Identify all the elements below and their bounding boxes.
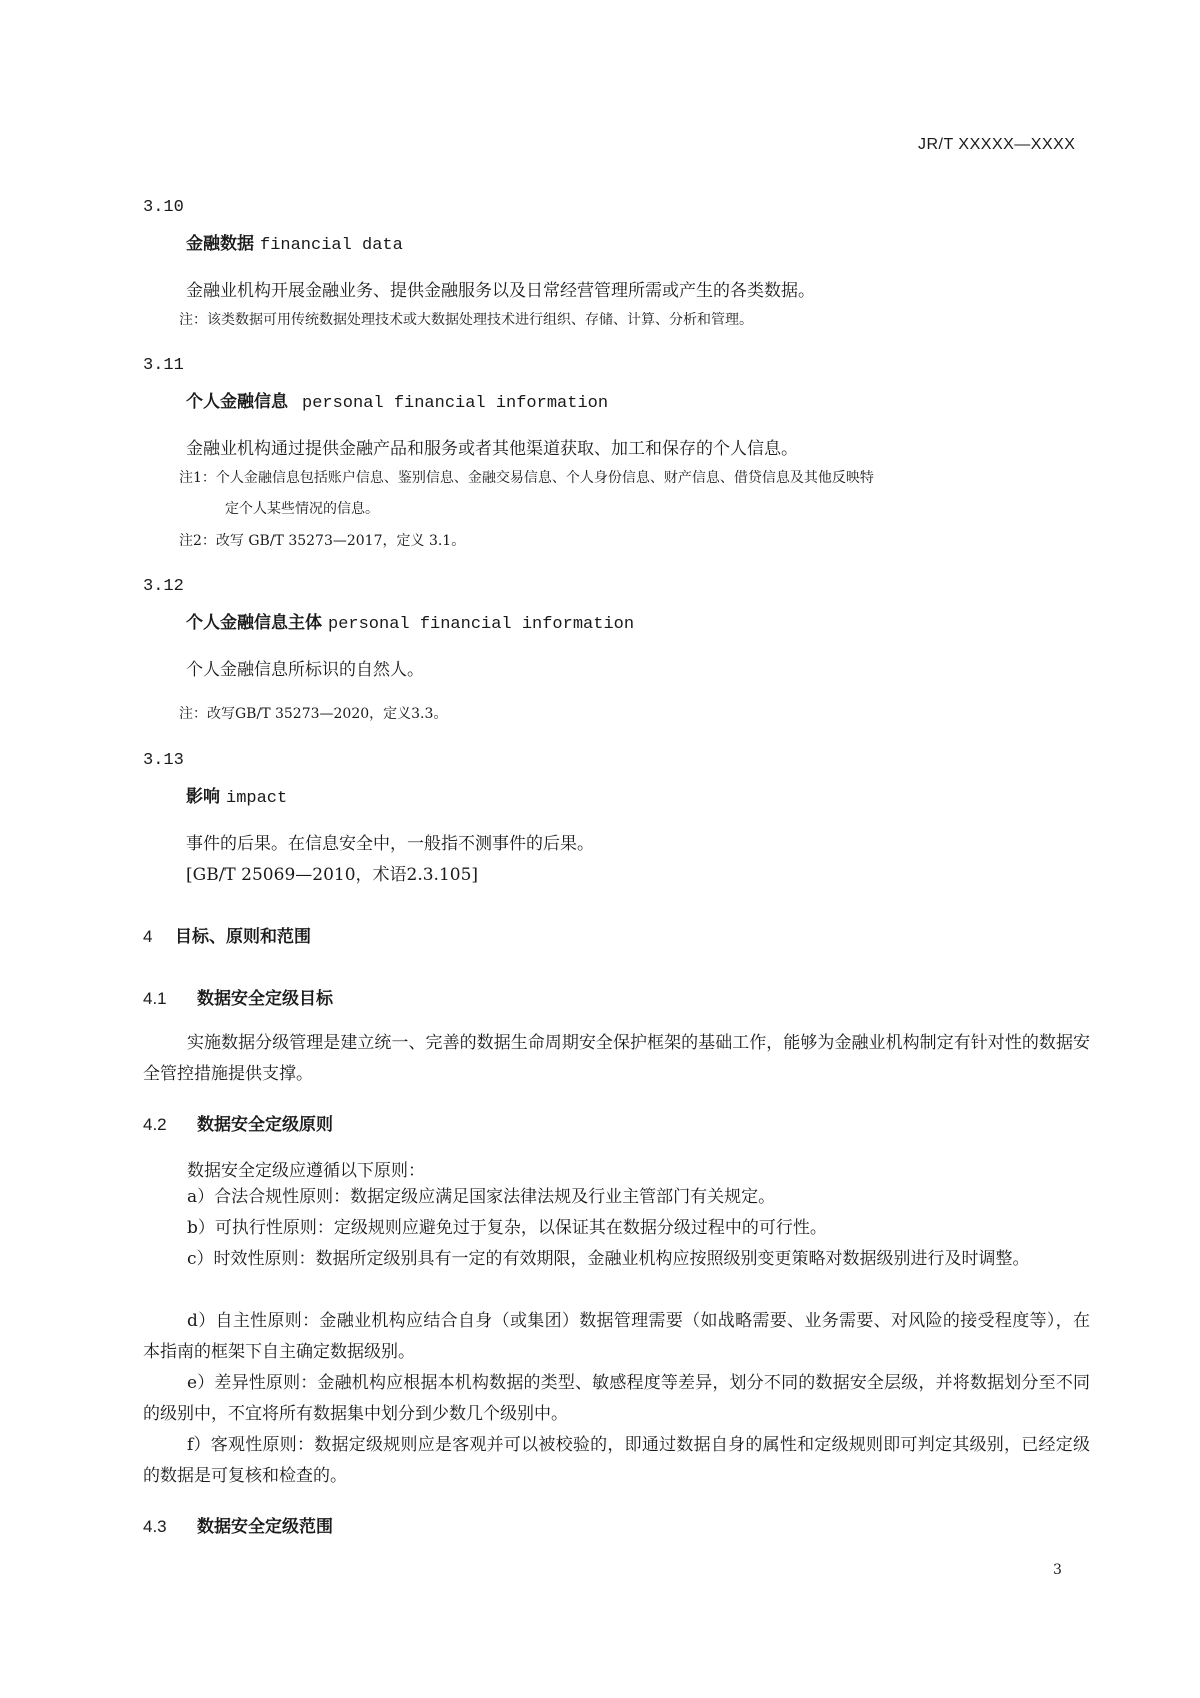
term-zh: 影响: [186, 787, 220, 807]
term-note: 注1：个人金融信息包括账户信息、鉴别信息、金融交易信息、个人身份信息、财产信息、借贷信息及其他反映特: [179, 470, 874, 486]
section-title: 数据安全定级原则: [197, 1115, 333, 1135]
principles-intro: 数据安全定级应遵循以下原则：: [187, 1161, 425, 1181]
principle-item-b: b）可执行性原则：定级规则应避免过于复杂，以保证其在数据分级过程中的可行性。: [187, 1218, 827, 1238]
term-note: 注2：改写 GB/T 35273—2017，定义 3.1。: [179, 533, 466, 549]
term-zh: 金融数据: [186, 234, 254, 254]
term-number: 3.11: [143, 356, 184, 375]
principle-item-c: c）时效性原则：数据所定级别具有一定的有效期限，金融业机构应按照级别变更策略对数据级别进行及时调整。: [187, 1249, 1030, 1269]
term-heading: [186, 229, 403, 255]
section-title: 数据安全定级范围: [197, 1517, 333, 1537]
term-en: financial data: [260, 236, 403, 255]
section-number: 4.3: [143, 1517, 167, 1536]
term-definition: 事件的后果。在信息安全中，一般指不测事件的后果。: [186, 834, 594, 854]
page-number: 3: [1053, 1562, 1062, 1578]
term-number: 3.10: [143, 198, 184, 217]
section-title: 数据安全定级目标: [197, 989, 333, 1009]
term-en: personal financial information: [302, 394, 609, 413]
term-definition: 金融业机构开展金融业务、提供金融服务以及日常经营管理所需或产生的各类数据。: [186, 281, 815, 301]
term-number: 3.13: [143, 751, 184, 770]
term-heading: [186, 782, 287, 808]
term-source: [GB/T 25069—2010，术语2.3.105]: [186, 865, 479, 885]
section-heading: [143, 1110, 333, 1135]
section-heading: [143, 1512, 333, 1537]
principle-item-a: a）合法合规性原则：数据定级应满足国家法律法规及行业主管部门有关规定。: [187, 1187, 776, 1207]
chapter-heading: [143, 922, 311, 947]
term-heading: [186, 608, 634, 634]
term-en: personal financial information: [328, 615, 635, 634]
term-zh: 个人金融信息: [186, 392, 288, 412]
term-note: 注：改写GB/T 35273—2020，定义3.3。: [179, 706, 448, 722]
term-heading: [186, 387, 608, 413]
section-number: 4.2: [143, 1115, 167, 1134]
term-note-continued: 定个人某些情况的信息。: [225, 501, 379, 517]
section-number: 4.1: [143, 989, 167, 1008]
term-number: 3.12: [143, 577, 184, 596]
principle-item-f: f）客观性原则：数据定级规则应是客观并可以被校验的，即通过数据自身的属性和定级规则即可判定其级别，已经定级的数据是可复核和检查的。: [143, 1435, 1090, 1486]
term-definition: 金融业机构通过提供金融产品和服务或者其他渠道获取、加工和保存的个人信息。: [186, 439, 798, 459]
term-en: impact: [226, 789, 288, 808]
term-definition: 个人金融信息所标识的自然人。: [186, 660, 424, 680]
document-code: JR/T XXXXX—XXXX: [918, 136, 1076, 153]
chapter-title: 目标、原则和范围: [175, 927, 311, 947]
chapter-number: 4: [143, 927, 153, 946]
section-heading: [143, 984, 333, 1009]
principle-item-e: e）差异性原则：金融机构应根据本机构数据的类型、敏感程度等差异，划分不同的数据安全层级，并将数据划分至不同的级别中，不宜将所有数据集中划分到少数几个级别中。: [143, 1373, 1090, 1424]
section-paragraph: 实施数据分级管理是建立统一、完善的数据生命周期安全保护框架的基础工作，能够为金融业机构制定有针对性的数据安全管控措施提供支撑。: [143, 1033, 1090, 1084]
principle-item-d: d）自主性原则：金融业机构应结合自身（或集团）数据管理需要（如战略需要、业务需要、对风险的接受程度等），在本指南的框架下自主确定数据级别。: [143, 1311, 1090, 1362]
term-note: 注：该类数据可用传统数据处理技术或大数据处理技术进行组织、存储、计算、分析和管理。: [179, 312, 753, 328]
term-zh: 个人金融信息主体: [186, 613, 322, 633]
